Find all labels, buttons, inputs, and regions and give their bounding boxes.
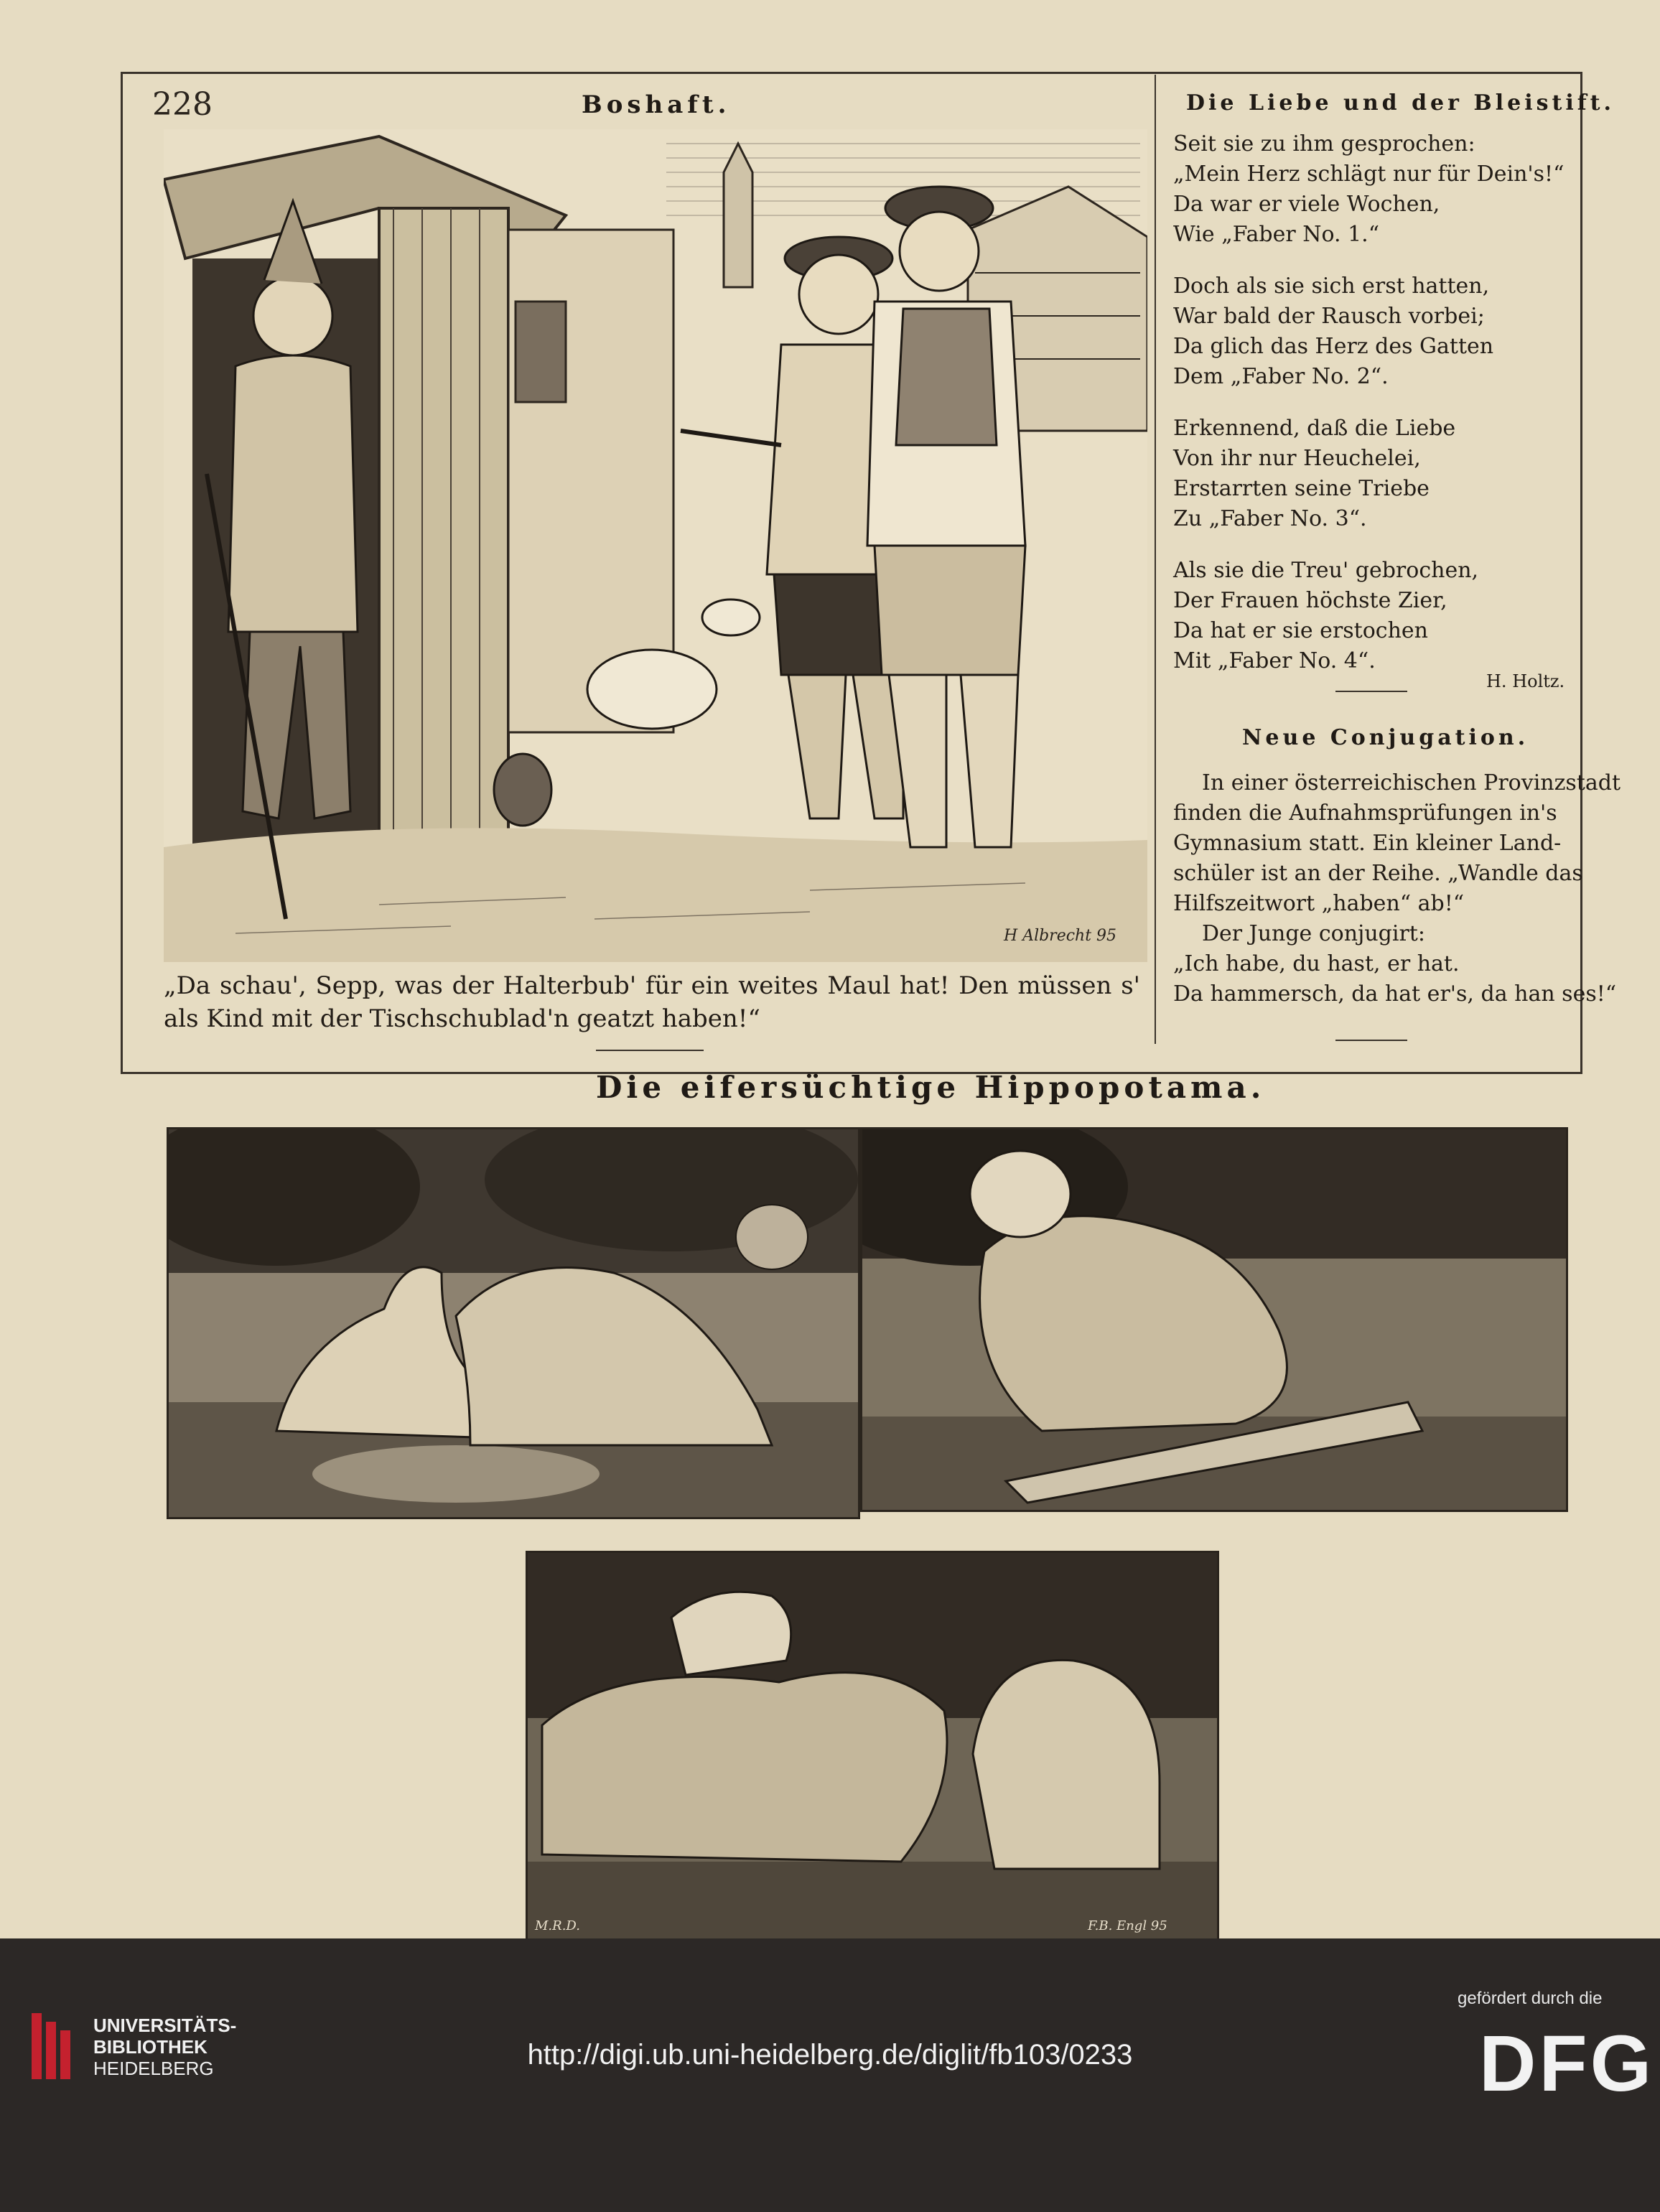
hippo-panel-1: [167, 1127, 860, 1519]
library-line: HEIDELBERG: [93, 2058, 214, 2079]
cartoon-caption: „Da schau', Sepp, was der Halterbub' für ein weites Maul hat! Den müssen s' als Kind mit der Tischschublad'n geatzt haben!“: [164, 971, 1140, 1033]
poem-body: [1173, 129, 1575, 698]
funding-note: gefördert durch die: [1458, 1989, 1603, 2008]
poem-stanza-3: [1173, 414, 1575, 534]
cartoon-illustration: [164, 129, 1147, 962]
cartoon-title: Boshaft.: [582, 90, 731, 119]
prose-line: finden die Aufnahmsprüfungen in's: [1173, 801, 1557, 826]
hippo-title: Die eifersüchtige Hippopotama.: [596, 1070, 1266, 1105]
library-line: UNIVERSITÄTS-: [93, 2015, 237, 2036]
prose-line: Der Junge conjugirt:: [1202, 921, 1425, 946]
poem-rule: [1335, 691, 1407, 692]
prose-line: In einer österreichischen Provinzstadt: [1202, 770, 1621, 795]
column-divider: [1155, 75, 1156, 1044]
document-url-link[interactable]: http://digi.ub.uni-heidelberg.de/diglit/fb103/0233: [527, 2039, 1133, 2071]
conjugation-paragraph: [1173, 768, 1621, 1009]
poem-line: Erkennend, daß die Liebe: [1173, 416, 1456, 441]
poem-line: „Mein Herz schlägt nur für Dein's!“: [1173, 162, 1565, 187]
hippo-panel-3: [526, 1551, 1219, 1943]
prose-line: Hilfszeitwort „haben“ ab!“: [1173, 891, 1465, 916]
conjugation-title: Neue Conjugation.: [1242, 725, 1529, 750]
library-line: BIBLIOTHEK: [93, 2036, 208, 2058]
poem-stanza-1: [1173, 129, 1575, 250]
poem-line: Da war er viele Wochen,: [1173, 192, 1440, 217]
poem-stanza-2: [1173, 271, 1575, 392]
poem-line: Wie „Faber No. 1.“: [1173, 222, 1380, 247]
poem-stanza-4: [1173, 556, 1575, 676]
dfg-logo[interactable]: DFG: [1479, 2020, 1655, 2108]
hippo-signature-left: M.R.D.: [535, 1918, 580, 1933]
poem-line: Da hat er sie erstochen: [1173, 618, 1428, 643]
cartoon-signature: H Albrecht 95: [1004, 927, 1117, 945]
poem-line: Da glich das Herz des Gatten: [1173, 334, 1494, 359]
poem-line: Erstarrten seine Triebe: [1173, 476, 1430, 501]
caption-rule: [596, 1050, 704, 1051]
poem-author: H. Holtz.: [1486, 671, 1565, 691]
prose-line: schüler ist an der Reihe. „Wandle das: [1173, 861, 1583, 886]
poem-line: Seit sie zu ihm gesprochen:: [1173, 131, 1475, 157]
poem-line: Mit „Faber No. 4“.: [1173, 648, 1376, 673]
poem-line: Dem „Faber No. 2“.: [1173, 364, 1389, 389]
poem-line: War bald der Rausch vorbei;: [1173, 304, 1485, 329]
poem-line: Zu „Faber No. 3“.: [1173, 506, 1367, 531]
conjugation-text: [1173, 768, 1621, 1009]
poem-line: Doch als sie sich erst hatten,: [1173, 274, 1490, 299]
hippo-panel-2: [860, 1127, 1568, 1512]
prose-line: „Ich habe, du hast, er hat.: [1173, 951, 1460, 976]
poem-line: Von ihr nur Heuchelei,: [1173, 446, 1421, 471]
prose-line: Gymnasium statt. Ein kleiner Land-: [1173, 831, 1562, 856]
conjugation-rule: [1335, 1040, 1407, 1041]
hippo-signature-right: F.B. Engl 95: [1088, 1918, 1167, 1933]
page-number: 228: [152, 86, 213, 123]
poem-line: Als sie die Treu' gebrochen,: [1173, 558, 1479, 583]
poem-title: Die Liebe und der Bleistift.: [1186, 90, 1615, 116]
prose-line: Da hammersch, da hat er's, da han ses!“: [1173, 981, 1617, 1007]
poem-line: Der Frauen höchste Zier,: [1173, 588, 1447, 613]
